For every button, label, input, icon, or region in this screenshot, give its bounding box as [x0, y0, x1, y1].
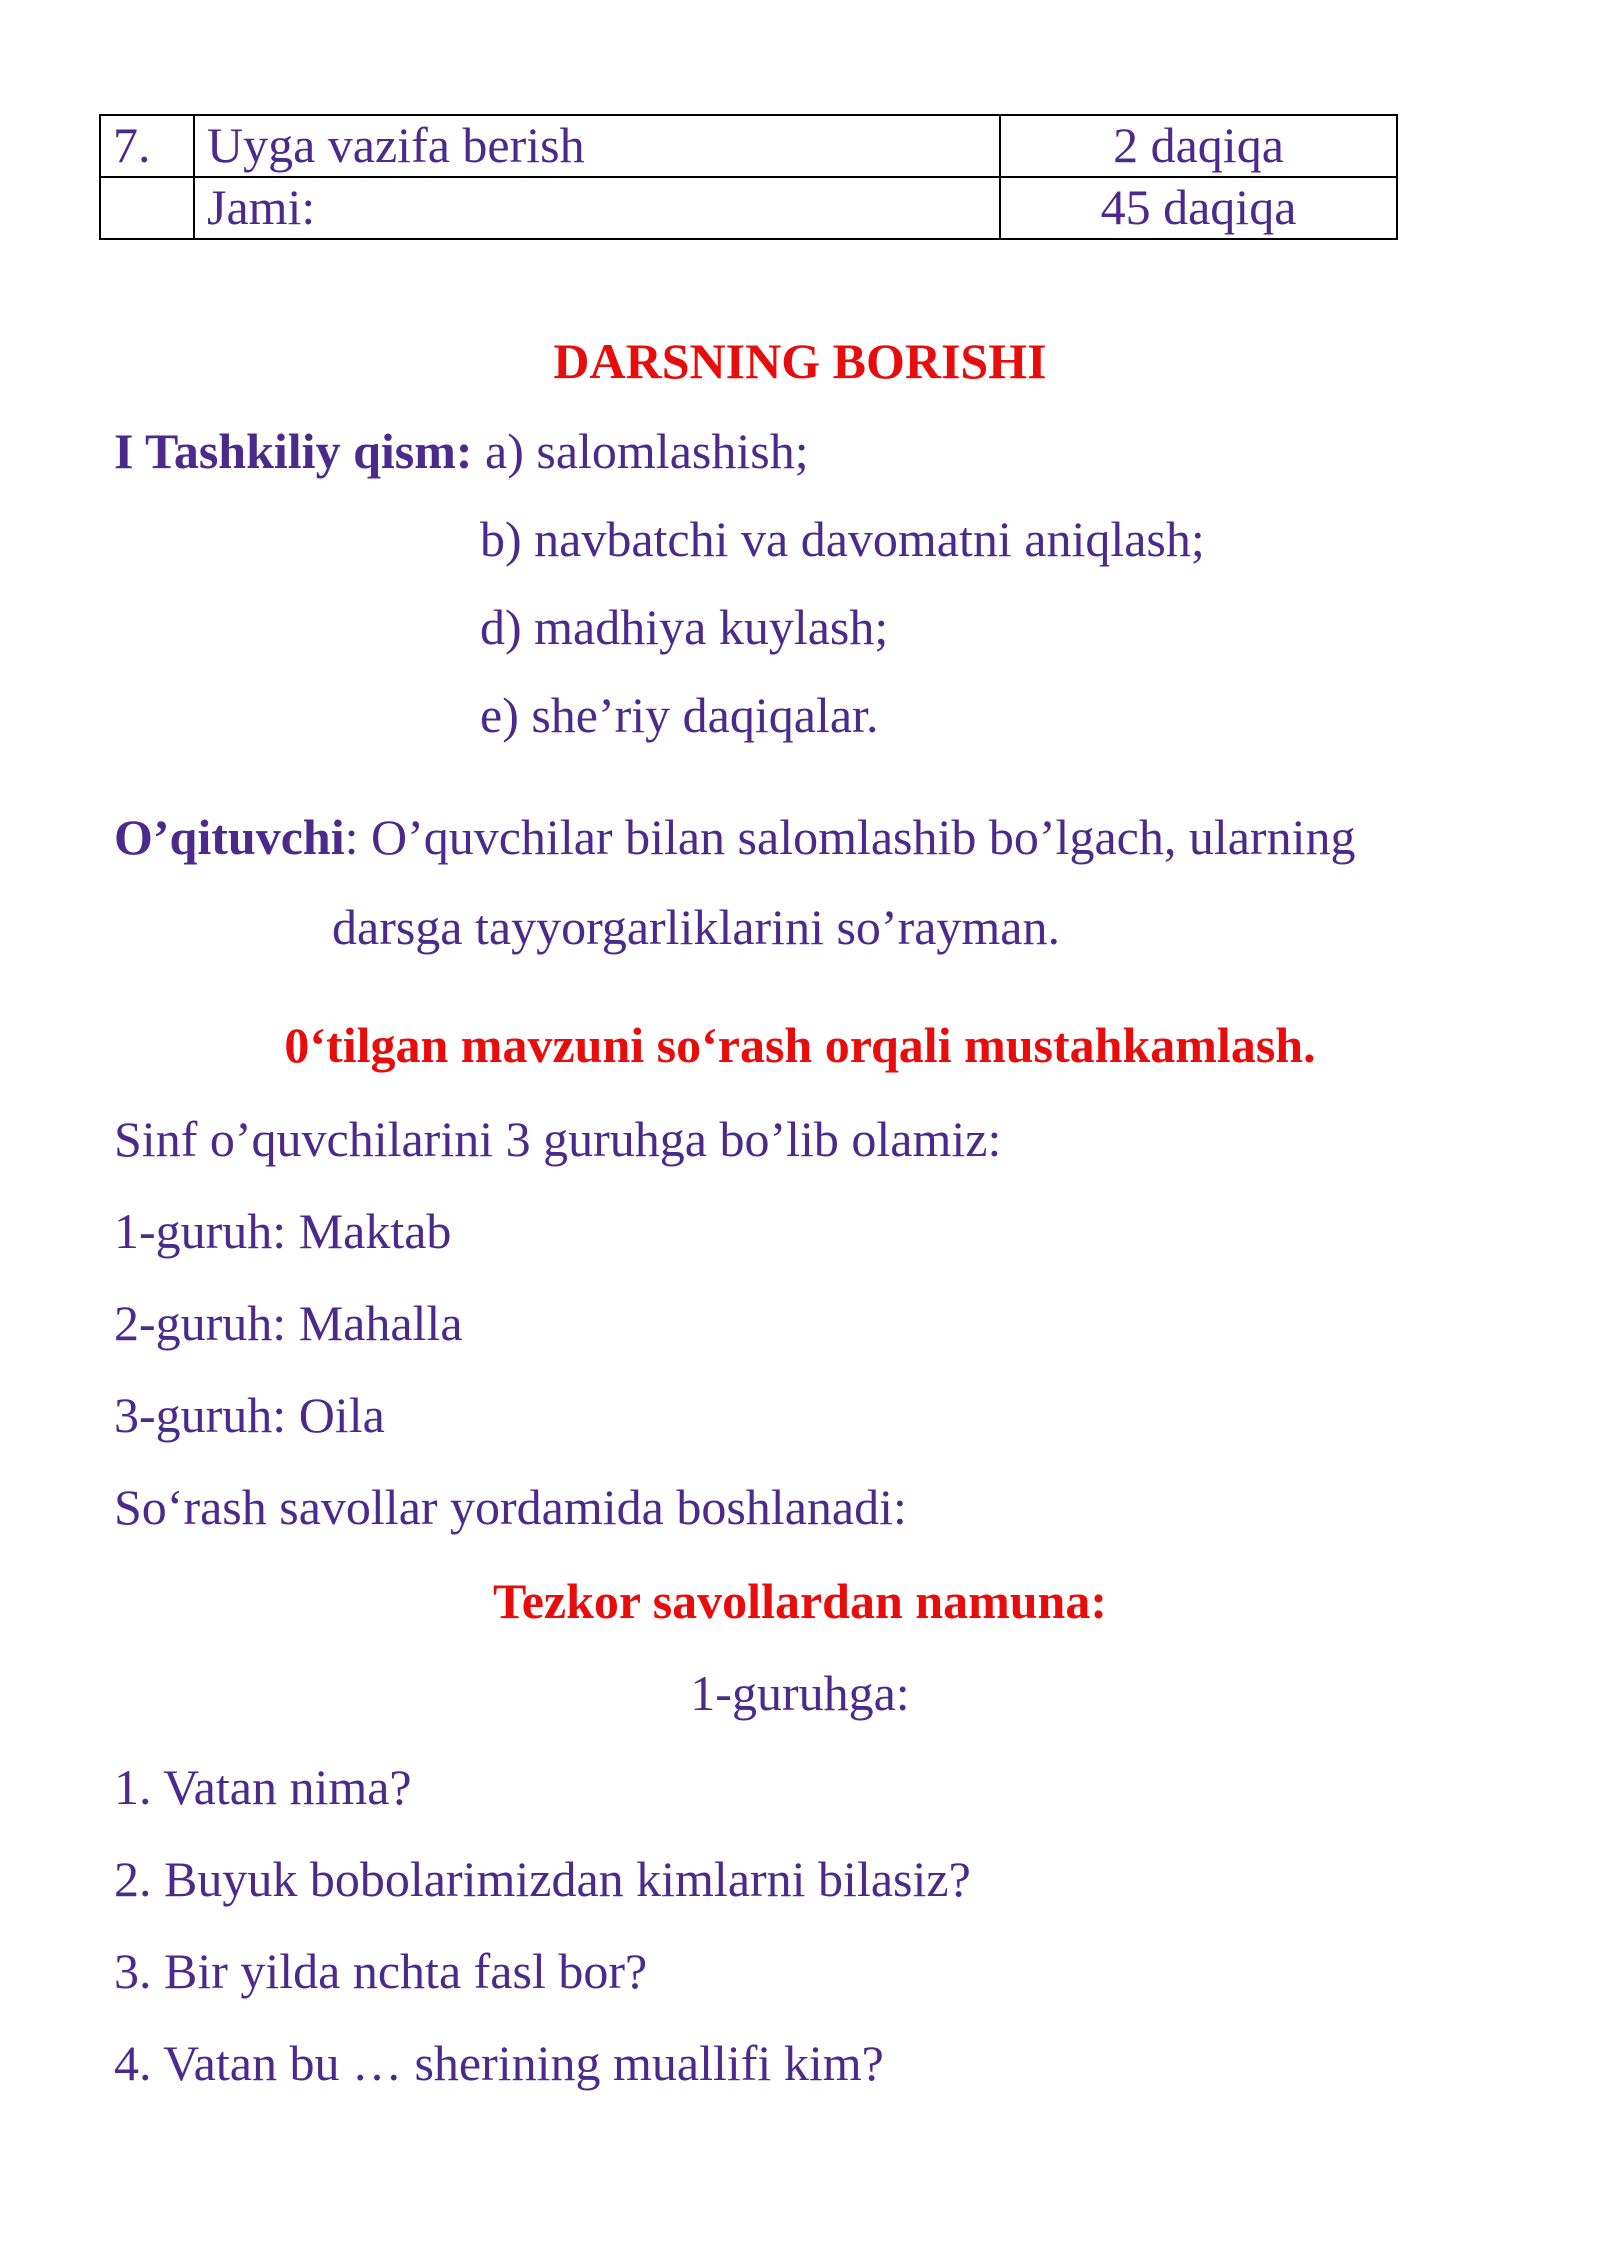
question-item: 4. Vatan bu … sherining muallifi kim? — [114, 2035, 884, 2091]
question-item: 1. Vatan nima? — [114, 1759, 412, 1815]
teacher-line-1 — [114, 810, 1355, 865]
group-item: 1-guruh: Maktab — [114, 1203, 452, 1259]
subheading-group-1: 1-guruhga: — [690, 1665, 910, 1721]
table-cell-number: 7. — [100, 115, 194, 177]
question-item: 3. Bir yilda nchta fasl bor? — [114, 1943, 648, 1999]
question-item: 2. Buyuk bobolarimizdan kimlarni bilasiz? — [114, 1851, 971, 1907]
group-item: 2-guruh: Mahalla — [114, 1295, 463, 1351]
table-cell-number — [100, 177, 194, 239]
table-cell-activity: Uyga vazifa berish — [194, 115, 1000, 177]
organizational-item-b: b) navbatchi va davomatni aniqlash; — [480, 511, 1205, 567]
lesson-plan-table — [99, 114, 1398, 240]
heading-review: 0‘tilgan mavzuni so‘rash orqali mustahkamlash. — [284, 1017, 1316, 1073]
organizational-item-d: d) madhiya kuylash; — [480, 599, 889, 655]
table-row — [100, 177, 1397, 239]
table-cell-time: 45 daqiqa — [1000, 177, 1397, 239]
questions-intro: So‘rash savollar yordamida boshlanadi: — [114, 1479, 907, 1535]
teacher-label: O’qituvchi — [114, 809, 345, 865]
group-item: 3-guruh: Oila — [114, 1387, 385, 1443]
organizational-part-line — [114, 424, 809, 479]
heading-lesson-progress: DARSNING BORISHI — [553, 333, 1047, 389]
heading-quick-questions: Tezkor savollardan namuna: — [492, 1573, 1107, 1629]
table-cell-activity: Jami: — [194, 177, 1000, 239]
groups-intro: Sinf o’quvchilarini 3 guruhga bo’lib olamiz: — [114, 1111, 1002, 1167]
organizational-item-a: a) salomlashish; — [472, 423, 809, 479]
organizational-item-e: e) she’riy daqiqalar. — [480, 687, 879, 743]
teacher-text-1: : O’quvchilar bilan salomlashib bo’lgach, ularning — [344, 809, 1356, 865]
table-cell-time: 2 daqiqa — [1000, 115, 1397, 177]
organizational-part-label: I Tashkiliy qism: — [114, 423, 473, 479]
teacher-line-2: darsga tayyorgarliklarini so’rayman. — [332, 899, 1061, 955]
table-row — [100, 115, 1397, 177]
